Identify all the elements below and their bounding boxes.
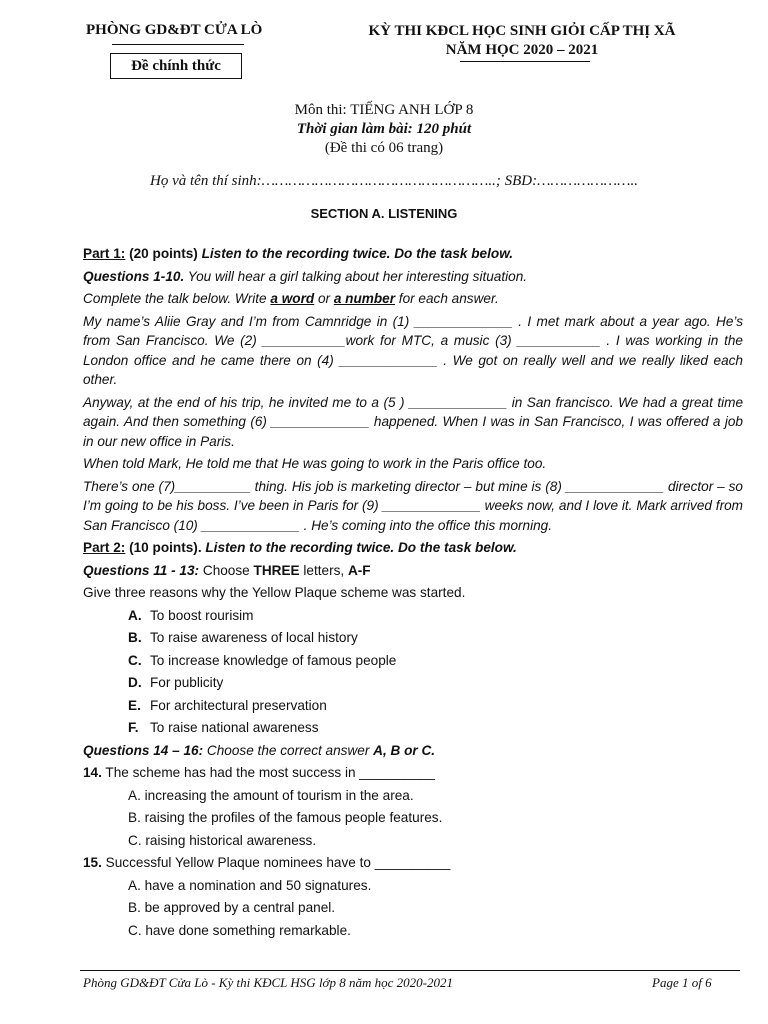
part2-points: (10 points). (125, 540, 206, 555)
exam-content (83, 244, 743, 943)
part1-question-intro (83, 267, 743, 287)
choose-text: Choose (199, 562, 254, 578)
exam-title (326, 22, 718, 60)
option-e (83, 696, 743, 716)
option-text: To increase knowledge of famous people (150, 652, 397, 668)
option-text: To raise awareness of local history (150, 630, 358, 645)
part2-label: Part 2: (83, 540, 126, 555)
part1-heading (83, 244, 743, 264)
questions-14-16-heading (83, 741, 743, 761)
question-14-number: 14. (83, 765, 102, 780)
option-f (83, 718, 743, 738)
option-letter: E. (128, 697, 141, 713)
question-14-text: The scheme has had the most success in __________ (101, 765, 435, 780)
section-title: SECTION A. LISTENING (310, 206, 458, 221)
talk-paragraph-2: Anyway, at the end of his trip, he invited me to a (5 ) _____________ in San francisco. We had a great time again. And then something (6) _____________ happened. When I was in San Francisco, I was offered a job in our new office in Paris. (83, 394, 743, 449)
q14-option-c: C. raising historical awareness. (128, 832, 317, 848)
question-15-number: 15. (83, 855, 102, 870)
option-c (83, 651, 743, 671)
q14-option-b: B. raising the profiles of the famous people features. (128, 810, 443, 825)
three-emphasis: THREE (253, 562, 300, 578)
questions-11-13-label: Questions 11 - 13: (83, 562, 200, 578)
option-letter: C. (128, 652, 142, 668)
option-letter: A. (128, 607, 142, 623)
subject-label: Môn thi: (294, 102, 351, 118)
part1-question-label: Questions 1-10. (83, 268, 185, 284)
part1-question-text: You will hear a girl talking about her interesting situation. (184, 268, 528, 284)
footer-text: Phòng GD&ĐT Cửa Lò - Kỳ thi KĐCL HSG lớp 8 năm học 2020-2021 (83, 975, 453, 990)
complete-text-b: for each answer. (395, 291, 499, 306)
option-d (83, 673, 743, 693)
question-14 (83, 763, 743, 783)
option-text: For architectural preservation (150, 697, 327, 713)
part1-complete-instruction (83, 289, 743, 309)
question-15 (83, 853, 743, 873)
questions-11-13-prompt: Give three reasons why the Yellow Plaque scheme was started. (83, 585, 466, 600)
q15-option-a: A. have a nomination and 50 signatures. (128, 877, 372, 893)
q15-option-c: C. have done something remarkable. (128, 922, 351, 938)
abc-emphasis: A, B or C. (373, 742, 436, 758)
exam-year-underline (460, 61, 590, 62)
page-count: (Đề thi có 06 trang) (324, 140, 444, 156)
option-b (83, 628, 743, 648)
a-word-emphasis: a word (270, 291, 315, 306)
part1-points: (20 points) (125, 246, 202, 261)
letters-text: letters, (299, 562, 348, 578)
q14-option-a: A. increasing the amount of tourism in the area. (128, 787, 414, 803)
option-letter: F. (128, 720, 139, 735)
option-text: For publicity (150, 675, 224, 690)
exam-title-line2: NĂM HỌC 2020 – 2021 (445, 42, 599, 58)
option-letter: B. (128, 630, 142, 645)
part1-label: Part 1: (83, 246, 126, 261)
footer-divider (80, 970, 740, 971)
exam-time: Thời gian làm bài: 120 phút (296, 121, 472, 137)
department-name: PHÒNG GD&ĐT CỬA LÒ (86, 22, 263, 38)
question-15-text: Successful Yellow Plaque nominees have to __________ (101, 855, 451, 870)
candidate-info-line: Họ và tên thí sinh:……………………………………………..; SBD:………………….. (150, 173, 638, 189)
talk-paragraph-3: When told Mark, He told me that He was going to work in the Paris office too. (83, 456, 547, 471)
department-underline (112, 44, 244, 45)
questions-14-16-text: Choose the correct answer (203, 742, 374, 758)
part2-heading (83, 538, 743, 558)
questions-14-16-label: Questions 14 – 16: (83, 742, 204, 758)
complete-text-a: Complete the talk below. Write (83, 291, 271, 306)
questions-11-13-heading (83, 561, 743, 581)
subject-line (0, 101, 768, 120)
q15-option-b: B. be approved by a central panel. (128, 900, 336, 915)
option-text: To raise national awareness (150, 720, 319, 735)
exam-title-line1: KỲ THI KĐCL HỌC SINH GIỎI CẤP THỊ XÃ (368, 23, 676, 39)
subject-value: TIẾNG ANH LỚP 8 (350, 102, 474, 118)
talk-paragraph-1: My name’s Aliie Gray and I’m from Camnridge in (1) _____________ . I met mark about a year ago. He’s from San Francisco. We (2) ___________work for MTC, a music (3) ___________ . I was working in the London office and he came there on (4) _____________ . We got on really well and we really liked each other. (83, 313, 743, 387)
page-number: Page 1 of 6 (652, 975, 712, 990)
a-number-emphasis: a number (333, 291, 396, 306)
part1-instruction: Listen to the recording twice. Do the task below. (201, 246, 514, 261)
option-letter: D. (128, 675, 142, 690)
official-exam-box: Đề chính thức (110, 53, 242, 79)
letter-range: A-F (347, 562, 371, 578)
talk-paragraph-4: There’s one (7)__________ thing. His job is marketing director – but mine is (8) _____________ director – so I’m going to be his boss. I’ve been in Paris for (9) _____________ weeks now, and I love it. Mark arrived from San Francisco (10) _____________ . He’s coming into the office this morning. (83, 478, 743, 533)
or-text: or (314, 291, 334, 306)
option-a (83, 606, 743, 626)
option-text: To boost rourisim (150, 607, 254, 623)
part2-instruction: Listen to the recording twice. Do the task below. (205, 540, 517, 555)
